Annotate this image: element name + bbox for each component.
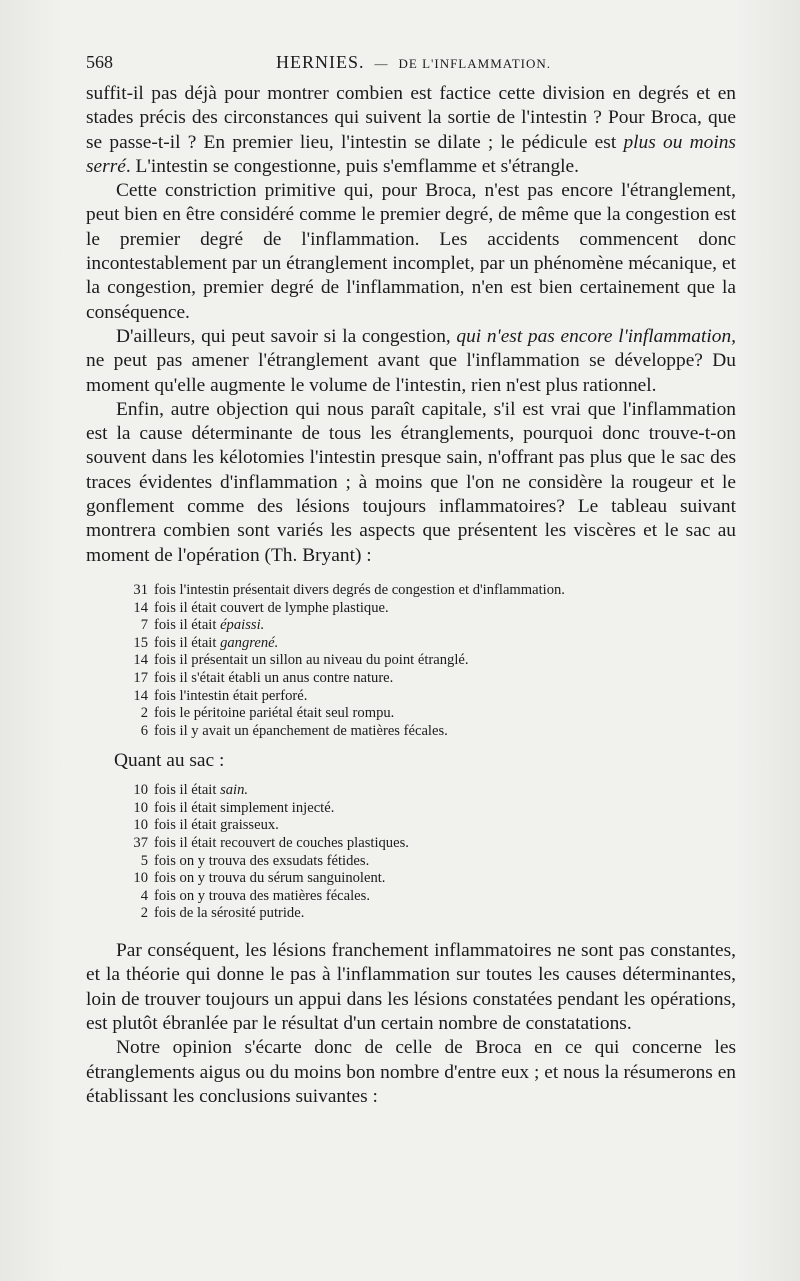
case-count: 17 [133,669,148,686]
case-text: fois l'intestin présentait divers degrés de congestion et d'inflammation. [154,581,565,598]
case-count: 10 [133,817,148,834]
case-item [130,782,736,800]
case-count: 14 [133,652,148,669]
paragraph-1: suffit-il pas déjà pour montrer combien est factice cette division en degrés et en stades précis des circonstances qui suivent la sortie de l'intestin ? Pour Broca, que se passe-t-il ? En premier lieu, l'intestin se dilate ; le pédicule est plus ou moins serré. L'intestin se congestionne, puis s'emflamme et s'étrangle. [86,83,736,177]
case-count: 7 [140,617,148,634]
case-count: 10 [133,782,148,799]
sac-heading: Quant au sac : [114,750,225,772]
case-count: 10 [133,870,148,887]
intestin-case-list [130,582,736,740]
case-item [130,723,736,741]
sac-case-list [130,782,736,923]
paragraph-3: D'ailleurs, qui peut savoir si la congestion, qui n'est pas encore l'inflammation, ne peut pas amener l'étranglement avant que l'inflammation se développe? Du moment qu'elle augmente le volume de l'intestin, rien n'est plus rationnel. [86,325,736,396]
case-item [130,582,736,600]
case-item [130,688,736,706]
case-item [130,600,736,618]
paragraph-4: Enfin, autre objection qui nous paraît capitale, s'il est vrai que l'inflammation est la cause déterminante de tous les étranglements, pourquoi donc trouve-t-on souvent dans les kélotomies l'intestin presque sain, n'offrant pas plus que le sac des traces évidentes d'inflammation ; à moins que l'on ne considère la rougeur et le gonflement comme des lésions toujours inflammatoires? Le tableau suivant montrera combien sont variés les aspects que présentent les viscères et le sac au moment de l'opération (Th. Bryant) : [86,398,736,566]
case-text: fois on y trouva des exsudats fétides. [154,852,370,869]
case-text: fois il était gangrené. [154,634,279,651]
case-count: 5 [140,852,148,869]
case-text: fois il était couvert de lymphe plastique. [154,599,389,616]
case-count: 14 [133,599,148,616]
paragraph-2: Cette constriction primitive qui, pour Broca, n'est pas encore l'étranglement, peut bien en être considéré comme le premier degré, de même que la congestion est le premier degré de l'inflammation. Les accidents commencent donc incontestablement par un étranglement incomplet, par un phénomène mécanique, et la congestion, premier degré de l'inflammation, n'en est bien certainement que la conséquence. [86,180,736,323]
case-text: fois il était sain. [154,782,249,799]
case-text: fois il présentait un sillon au niveau du point étranglé. [154,652,469,669]
case-item [130,670,736,688]
case-item [130,617,736,635]
case-item [130,800,736,818]
case-count: 2 [140,705,148,722]
paragraph-5: Par conséquent, les lésions franchement inflammatoires ne sont pas constantes, et la théorie qui donne le pas à l'inflammation sur toutes les causes déterminantes, loin de trouver toujours un appui dans les lésions constatées pendant les opérations, est plutôt ébranlée par le résultat d'un certain nombre de constatations. [86,940,736,1034]
case-item [130,853,736,871]
case-item [130,817,736,835]
case-item [130,835,736,853]
case-item [130,652,736,670]
case-text: fois il était simplement injecté. [154,799,335,816]
case-count: 15 [133,634,148,651]
running-title: HERNIES. [276,52,365,72]
paragraph-6: Notre opinion s'écarte donc de celle de Broca en ce qui concerne les étranglements aigus ou du moins bon nombre d'entre eux ; et nous la résumerons en établissant les conclusions suivantes : [86,1037,736,1107]
case-item [130,888,736,906]
case-text: fois on y trouva des matières fécales. [154,887,370,904]
case-item [130,870,736,888]
running-separator: — [374,56,389,71]
case-text: fois de la sérosité putride. [154,905,305,922]
case-text: fois il était épaissi. [154,617,265,634]
case-item [130,705,736,723]
case-count: 2 [140,905,148,922]
case-item [130,905,736,923]
running-subtitle: DE L'INFLAMMATION. [398,56,552,71]
case-text: fois il s'était établi un anus contre nature. [154,669,394,686]
case-text: fois le péritoine pariétal était seul rompu. [154,705,395,722]
page-number: 568 [86,52,113,72]
case-count: 4 [140,887,148,904]
case-count: 31 [133,581,148,598]
case-text: fois il y avait un épanchement de matières fécales. [154,722,448,739]
case-text: fois l'intestin était perforé. [154,687,308,704]
running-head [86,52,736,82]
case-text: fois il était graisseux. [154,817,279,834]
case-count: 10 [133,799,148,816]
case-count: 14 [133,687,148,704]
case-item [130,635,736,653]
case-count: 6 [140,722,148,739]
case-text: fois il était recouvert de couches plastiques. [154,835,409,852]
case-text: fois on y trouva du sérum sanguinolent. [154,870,386,887]
case-count: 37 [133,835,148,852]
